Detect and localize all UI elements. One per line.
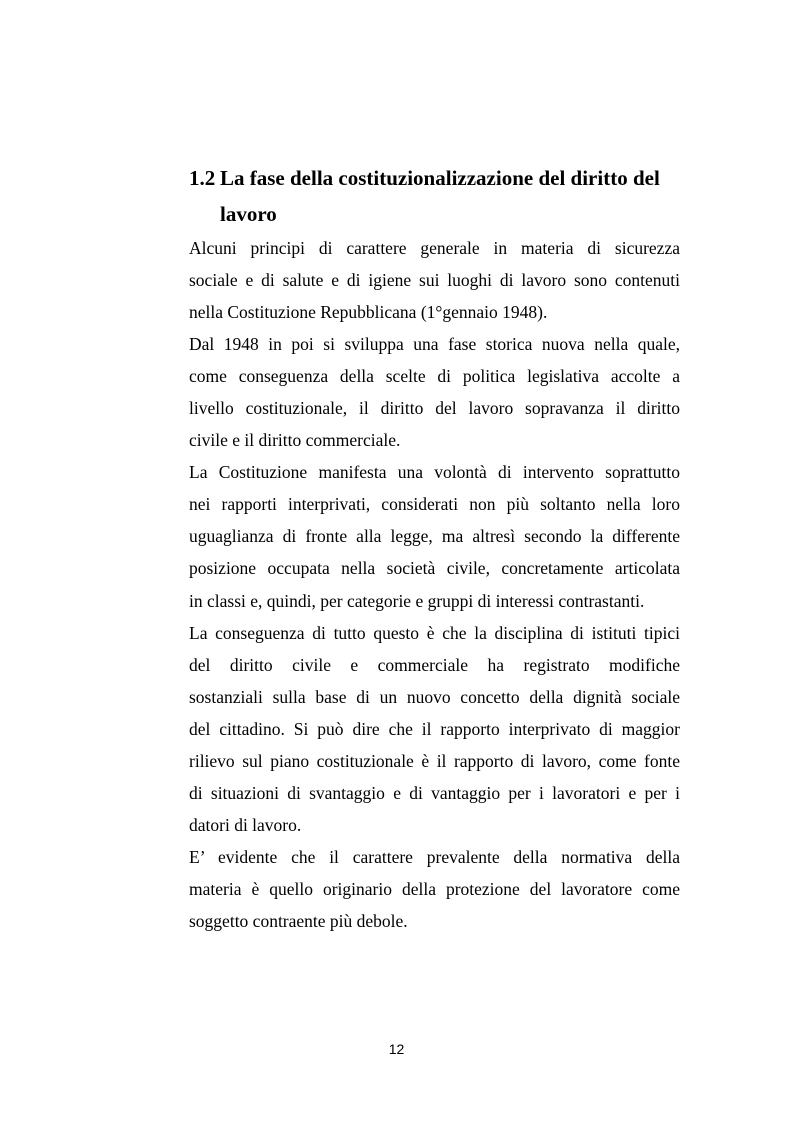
text-line: soggetto contraente più debole. xyxy=(189,910,408,931)
text-line: E’ evidente che il carattere prevalente della normativa della xyxy=(189,846,680,867)
section-number: 1.2 xyxy=(189,166,216,190)
text-line: posizione occupata nella società civile, concretamente articolata xyxy=(189,558,680,579)
text-line: livello costituzionale, il diritto del lavoro sopravanza il diritto xyxy=(189,398,680,419)
text-line: La conseguenza di tutto questo è che la disciplina di istituti tipici xyxy=(189,622,680,643)
text-line: sostanziali sulla base di un nuovo concetto della dignità sociale xyxy=(189,686,680,707)
section-title-line-1: La fase della costituzionalizzazione del diritto del xyxy=(220,166,660,190)
paragraph-4 xyxy=(189,617,680,841)
body-text xyxy=(189,232,680,937)
text-line: sociale e di salute e di igiene sui luoghi di lavoro sono contenuti xyxy=(189,270,680,291)
text-line: del cittadino. Si può dire che il rapporto interprivato di maggior xyxy=(189,718,680,739)
text-line: come conseguenza della scelte di politica legislativa accolte a xyxy=(189,366,680,387)
text-line: nei rapporti interprivati, considerati non più soltanto nella loro xyxy=(189,494,680,515)
text-line: del diritto civile e commerciale ha registrato modifiche xyxy=(189,654,680,675)
text-line: rilievo sul piano costituzionale è il rapporto di lavoro, come fonte xyxy=(189,750,680,771)
text-line: Alcuni principi di carattere generale in materia di sicurezza xyxy=(189,238,680,258)
text-line: di situazioni di svantaggio e di vantaggio per i lavoratori e per i xyxy=(189,782,680,803)
text-line: civile e il diritto commerciale. xyxy=(189,430,401,451)
paragraph-1 xyxy=(189,232,680,328)
paragraph-5 xyxy=(189,841,680,937)
page-number: 12 xyxy=(388,1041,405,1057)
text-line: Dal 1948 in poi si sviluppa una fase storica nuova nella quale, xyxy=(189,334,680,355)
paragraph-3 xyxy=(189,456,680,616)
section-heading xyxy=(189,160,709,232)
text-line: nella Costituzione Repubblicana (1°gennaio 1948). xyxy=(189,302,548,323)
text-line: La Costituzione manifesta una volontà di intervento soprattutto xyxy=(189,462,680,483)
section-title-line-2: lavoro xyxy=(220,202,277,226)
text-line: materia è quello originario della protezione del lavoratore come xyxy=(189,878,680,899)
text-line: datori di lavoro. xyxy=(189,814,302,835)
text-line: uguaglianza di fronte alla legge, ma altresì secondo la differente xyxy=(189,526,680,547)
paragraph-2 xyxy=(189,328,680,456)
text-line: in classi e, quindi, per categorie e gruppi di interessi contrastanti. xyxy=(189,590,645,611)
